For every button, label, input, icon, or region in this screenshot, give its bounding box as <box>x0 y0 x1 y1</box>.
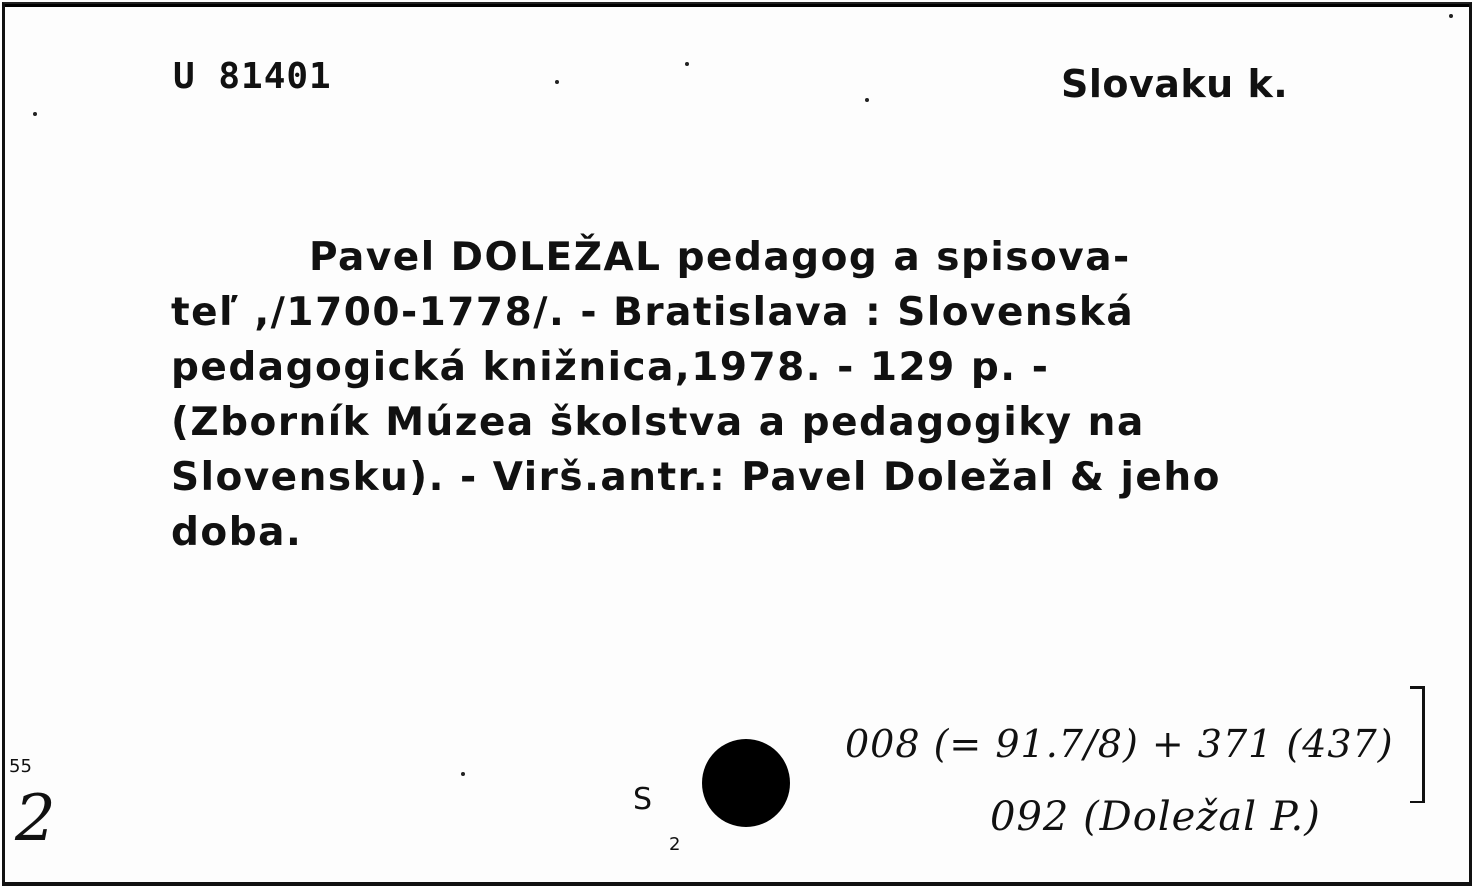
bibliographic-entry <box>171 230 1421 560</box>
speck <box>1449 14 1453 18</box>
entry-line: teľ ,/1700-1778/. - Bratislava : Slovenská <box>171 290 1135 335</box>
speck <box>33 112 37 116</box>
handwritten-side-mark: 2 <box>15 782 56 856</box>
entry-line: doba. <box>171 510 303 555</box>
call-number: U 81401 <box>173 56 332 97</box>
catalog-card <box>2 2 1472 886</box>
speck <box>555 80 559 84</box>
pencil-mark-s: S <box>633 782 653 817</box>
speck <box>865 98 869 102</box>
entry-line: (Zborník Múzea školstva a pedagogiky na <box>171 400 1145 445</box>
classification-line-2: 092 (Doležal P.) <box>990 794 1321 840</box>
entry-line: pedagogická knižnica,1978. - 129 p. - <box>171 345 1050 390</box>
handwritten-small-mark: 55 <box>9 756 32 777</box>
speck <box>685 62 689 66</box>
entry-line: Pavel DOLEŽAL pedagog a spisova- <box>309 235 1131 280</box>
entry-line: Slovensku). - Virš.antr.: Pavel Doležal & jeho <box>171 455 1221 500</box>
pencil-mark-2: 2 <box>669 834 681 855</box>
handwritten-bracket <box>1410 686 1425 803</box>
card-top-edge <box>5 4 1469 7</box>
punch-hole <box>702 739 790 827</box>
speck <box>461 772 465 776</box>
classification-line-1: 008 (= 91.7/8) + 371 (437) <box>845 722 1394 766</box>
location-heading: Slovaku k. <box>1061 62 1289 106</box>
